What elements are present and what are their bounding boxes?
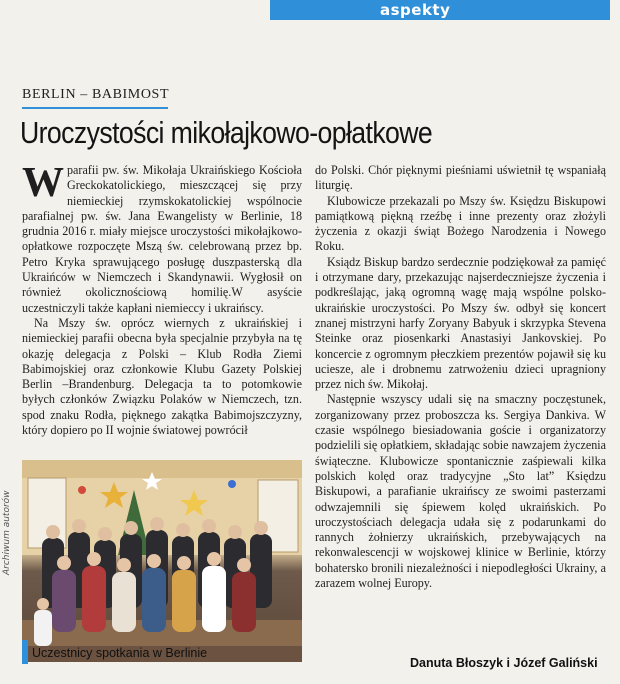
photo-credit: Archiwum autorów — [2, 490, 12, 575]
drop-cap: W — [22, 160, 64, 206]
paragraph: do Polski. Chór pięknymi pieśniami uświetnił tę wspaniałą liturgię. — [315, 163, 606, 193]
paragraph: W parafii pw. św. Mikołaja Ukraińskiego Kościoła Greckokatolickiego, mieszczącej się przy niemieckiej rzymskokatolickiej wspólnocie parafialnej pw. św. Jana Ewangelisty w Berlinie, 18 grudnia 2016 r. miały miejsce uroczystości mikołajkowo-opłatkowe rozpoczęte Mszą św. celebrowaną przez bp. Petro Kryka sprawującego posługę duszpasterską dla Ukraińców w Niemczech i Skandynawii. Wygłosił on również okolicznościową homilię.W asyście uczestniczyli także kapłani niemieccy i ukraińscy. — [22, 160, 302, 315]
caption-marker — [22, 640, 28, 664]
right-column — [315, 163, 606, 591]
photo-caption: Uczestnicy spotkania w Berlinie — [32, 646, 208, 660]
kicker-underline — [22, 107, 168, 109]
section-label: aspekty — [380, 1, 451, 19]
paragraph: Następnie wszyscy udali się na smaczny poczęstunek, zorganizowany przez proboszcza ks. Sergiya Dankiva. W czasie wspólnego biesiadowania goście i organizatorzy podzielili się opłatkiem, składając sobie nawzajem życzenia świąteczne. Klubowicze spontanicznie zaśpiewali kilka polskich kolęd oraz tradycyjne „Sto lat” Księdzu Biskupowi, a parafianie ukraińscy ze swoimi pasterzami odwzajemnili się śpiewem kolęd ukraińskich. Po uroczystościach delegacja udała się z podarunkami do rannych żołnierzy ukraińskich, przebywających na rekonwalescencji w wojskowej klinice w Berlinie, którzy bohatersko bronili niezależności i niepodległości Ukrainy, a zarazem wolnej Europy. — [315, 392, 606, 591]
paragraph: Klubowicze przekazali po Mszy św. Księdzu Biskupowi pamiątkową piękną rzeźbę i inne prezenty oraz złożyli życzenia z okazji świąt Bożego Narodzenia i Nowego Roku. — [315, 193, 606, 254]
paragraph: Na Mszy św. oprócz wiernych z ukraińskiej i niemieckiej parafii obecna była specjalnie przybyła na tę okazję delegacja z Polski – Klub Rodła Ziemi Babimojskiej oraz członkowie Klubu Gazety Polskiej Berlin –Brandenburg. Delegacja ta to potomkowie byłych członków Związku Polaków w Niemczech, tzn. spod znaku Rodła, pięknego zakątka Babimojszczyzny, który dopiero po II wojnie światowej powrócił — [22, 315, 302, 438]
left-column — [22, 160, 302, 438]
paragraph: Ksiądz Biskup bardzo serdecznie podziękował za pamięć i otrzymane dary, przekazując najserdeczniejsze życzenia i podkreślając, jaką ogromną wagę mają wspólne polsko-ukraińskie uroczystości. Po Mszy św. odbył się koncert znanej mistrzyni harfy Zoryany Babyuk i skrzypka Stevena Steinke oraz piosenkarki Anastasiyi Jankovskiej. Po koncercie z ogromnym płeczkiem prezentów pojawił się ku uciesze, ale i drobnemu zatrwożeniu dzieci upragniony przez nich św. Mikołaj. — [315, 254, 606, 392]
article-title: Uroczystości mikołajkowo-opłatkowe — [20, 115, 433, 150]
article-authors: Danuta Błoszyk i Józef Galiński — [410, 656, 598, 670]
article-kicker: BERLIN – BABIMOST — [22, 87, 170, 102]
